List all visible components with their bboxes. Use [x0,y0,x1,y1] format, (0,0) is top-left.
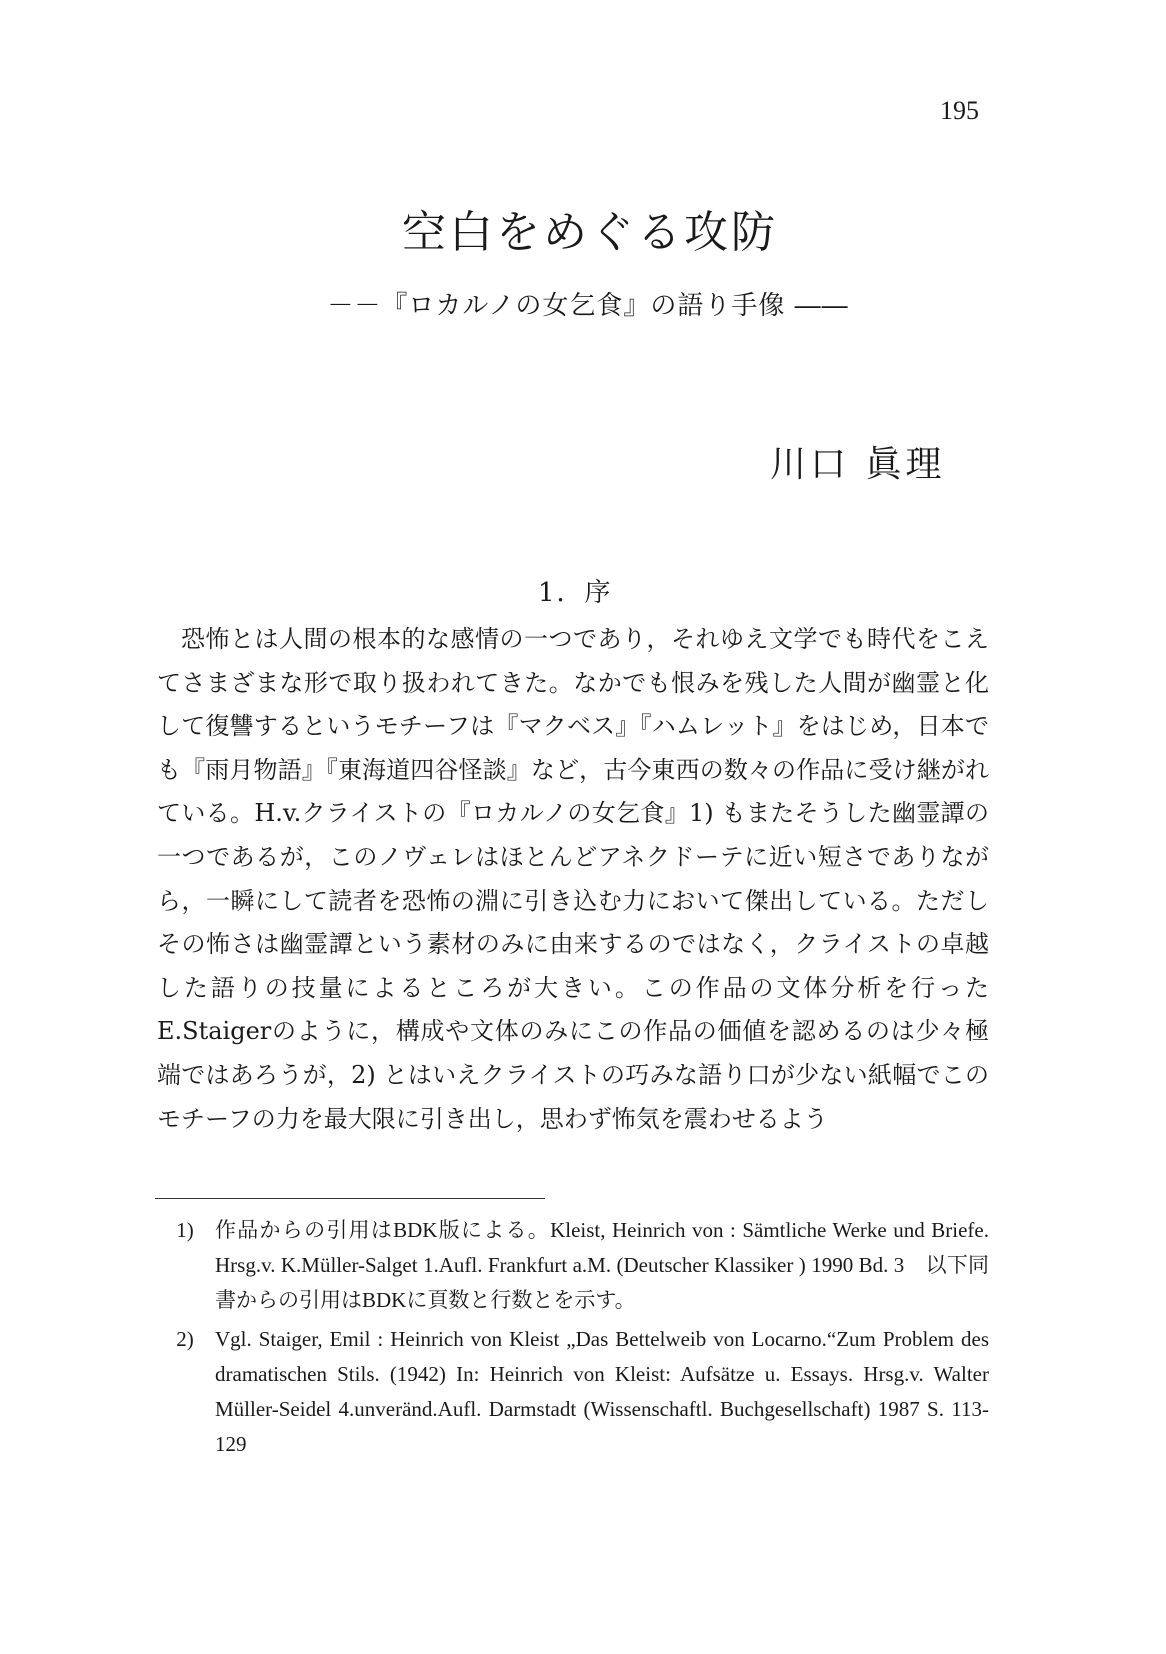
section-heading: 1．序 [538,578,613,608]
footnote-divider [155,1198,545,1199]
footnote-text: 作品からの引用はBDK版による。Kleist, Heinrich von : Sämtliche Werke und Briefe. Hrsg.v. K.Müller-Salget 1.Aufl. Frankfurt a.M. (Deutscher Klassiker ) 1990 Bd. 3 以下同書からの引用はBDKに頁数と行数とを示す。 [215,1218,989,1312]
footnote-text: Vgl. Staiger, Emil : Heinrich von Kleist „Das Bettelweib von Locarno.“Zum Problem des dramatischen Stils. (1942) In: Heinrich von Kleist: Aufsätze u. Essays. Hrsg.v. Walter Müller-Seidel 4.unveränd.Aufl. Darmstadt (Wissenschaftl. Buchgesellschaft) 1987 S. 113-129 [215,1327,989,1456]
footnote-2 [155,1322,989,1462]
footnote-number: 1) [176,1218,194,1242]
article-subtitle: －－『ロカルノの女乞食』の語り手像 ―― [327,291,849,321]
body-paragraph: 恐怖とは人間の根本的な感情の一つであり，それゆえ文学でも時代をこえてさまざまな形で取り扱われてきた。なかでも恨みを残した人間が幽霊と化して復讐するというモチーフは『マクベス』『ハムレット』をはじめ，日本でも『雨月物語』『東海道四谷怪談』など，古今東西の数々の作品に受け継がれている。H.v.クライストの『ロカルノの女乞食』1) もまたそうした幽霊譚の一つであるが，このノヴェレはほとんどアネクドーテに近い短さでありながら，一瞬にして読者を恐怖の淵に引き込む力において傑出している。ただしその怖さは幽霊譚という素材のみに由来するのではなく，クライストの卓越した語りの技量によるところが大きい。この作品の文体分析を行ったE.Staigerのように，構成や文体のみにこの作品の価値を認めるのは少々極端ではあろうが，2) とはいえクライストの巧みな語り口が少ない紙幅でこのモチーフの力を最大限に引き出し，思わず怖気を震わせるよう [157,625,989,1133]
article-title: 空白をめぐる攻防 [402,207,778,258]
footnote-number: 2) [176,1327,194,1351]
footnote-1 [155,1213,989,1318]
footnotes [155,1213,989,1466]
author-name: 川口 眞理 [770,444,946,485]
page-number: 195 [940,96,979,125]
